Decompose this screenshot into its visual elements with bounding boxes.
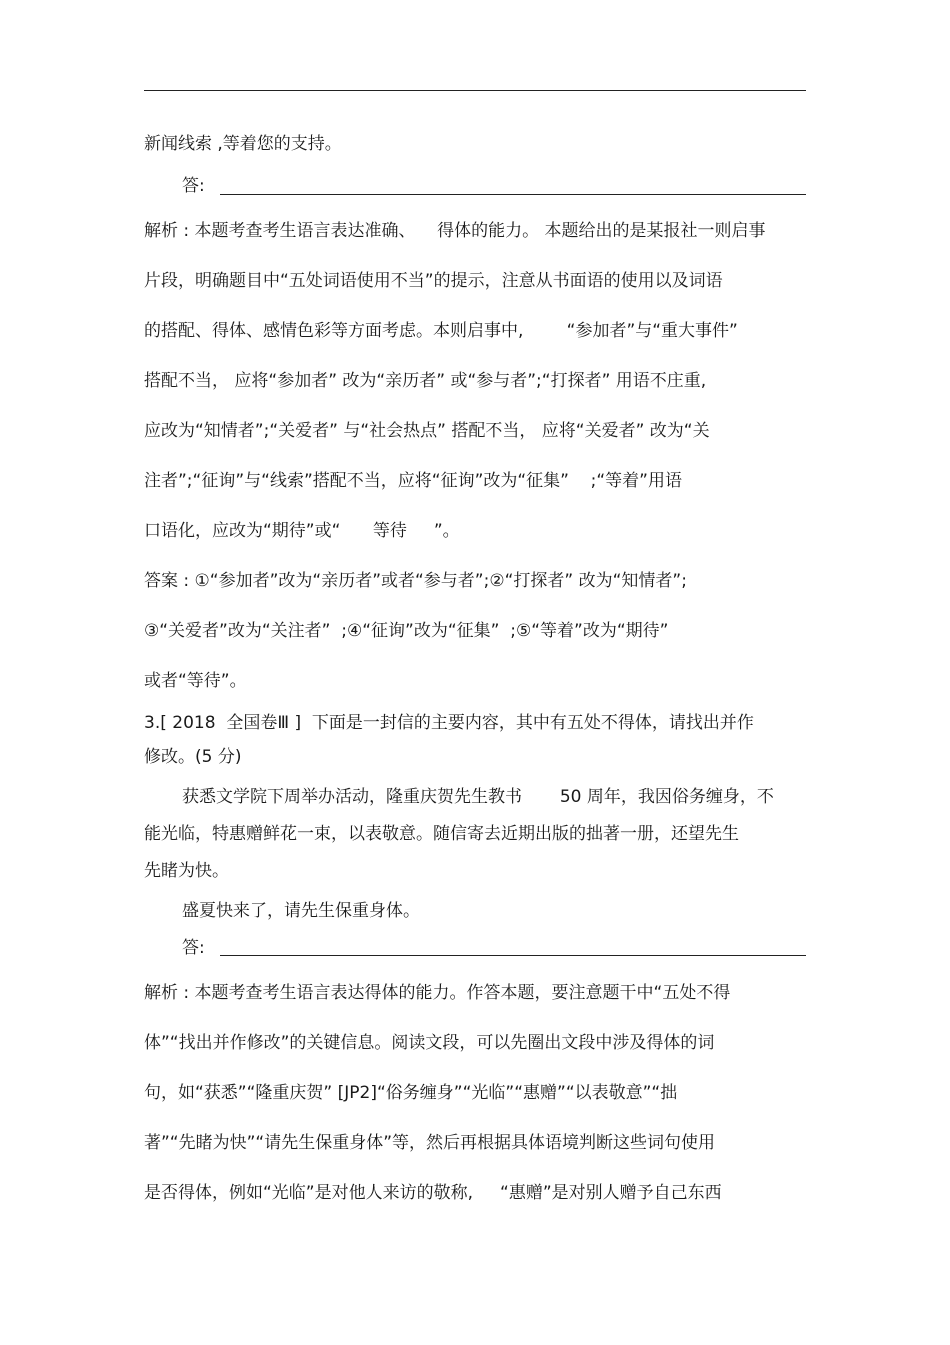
analysis-line: 解析 : 本题考查考生语言表达准确、 得体的能力。 本题给出的是某报社一则启事 xyxy=(144,221,766,241)
answer-label: 答: xyxy=(182,176,205,196)
answer-blank[interactable] xyxy=(220,194,806,195)
letter-line: 获悉文学院下周举办活动，隆重庆贺先生教书 50 周年，我因俗务缠身，不 xyxy=(182,787,774,807)
question-line: 修改。(5 分) xyxy=(144,747,242,767)
letter-line: 先睹为快。 xyxy=(144,861,229,881)
analysis-line: 解析 : 本题考查考生语言表达得体的能力。作答本题，要注意题干中“五处不得 xyxy=(144,983,731,1003)
analysis-line: 的搭配、得体、感情色彩等方面考虑。本则启事中, “参加者”与“重大事件” xyxy=(144,321,738,341)
answer-label: 答: xyxy=(182,938,205,958)
letter-line: 能光临，特惠赠鲜花一束，以表敬意。随信寄去近期出版的拙著一册，还望先生 xyxy=(144,824,739,844)
answer-line: 答案 : ①“参加者”改为“亲历者”或者“参与者”;②“打探者” 改为“知情者”; xyxy=(144,571,687,591)
analysis-line: 体”“找出并作修改”的关键信息。阅读文段，可以先圈出文段中涉及得体的词 xyxy=(144,1033,715,1053)
answer-blank[interactable] xyxy=(220,955,806,956)
analysis-line: 应改为“知情者”;“关爱者” 与“社会热点” 搭配不当， 应将“关爱者” 改为“关 xyxy=(144,421,710,441)
analysis-line: 口语化，应改为“期待”或“ 等待 ”。 xyxy=(144,521,460,541)
analysis-line: 著”“先睹为快”“请先生保重身体”等，然后再根据具体语境判断这些词句使用 xyxy=(144,1133,716,1153)
analysis-line: 句，如“获悉”“隆重庆贺” [JP2]“俗务缠身”“光临”“惠赠”“以表敬意”“拙 xyxy=(144,1083,678,1103)
text-line: 新闻线索 ,等着您的支持。 xyxy=(144,134,342,154)
answer-line: ③“关爱者”改为“关注者” ;④“征询”改为“征集” ;⑤“等着”改为“期待” xyxy=(144,621,669,641)
letter-line: 盛夏快来了，请先生保重身体。 xyxy=(182,901,420,921)
answer-line: 或者“等待”。 xyxy=(144,671,247,691)
header-rule xyxy=(144,90,806,91)
analysis-line: 搭配不当， 应将“参加者” 改为“亲历者” 或“参与者”;“打探者” 用语不庄重, xyxy=(144,371,707,391)
question-line: 3.[ 2018 全国卷Ⅲ ] 下面是一封信的主要内容，其中有五处不得体，请找出并作 xyxy=(144,713,754,733)
analysis-line: 是否得体，例如“光临”是对他人来访的敬称, “惠赠”是对别人赠予自己东西 xyxy=(144,1183,722,1203)
analysis-line: 注者”;“征询”与“线索”搭配不当，应将“征询”改为“征集” ;“等着”用语 xyxy=(144,471,682,491)
analysis-line: 片段，明确题目中“五处词语使用不当”的提示，注意从书面语的使用以及词语 xyxy=(144,271,723,291)
